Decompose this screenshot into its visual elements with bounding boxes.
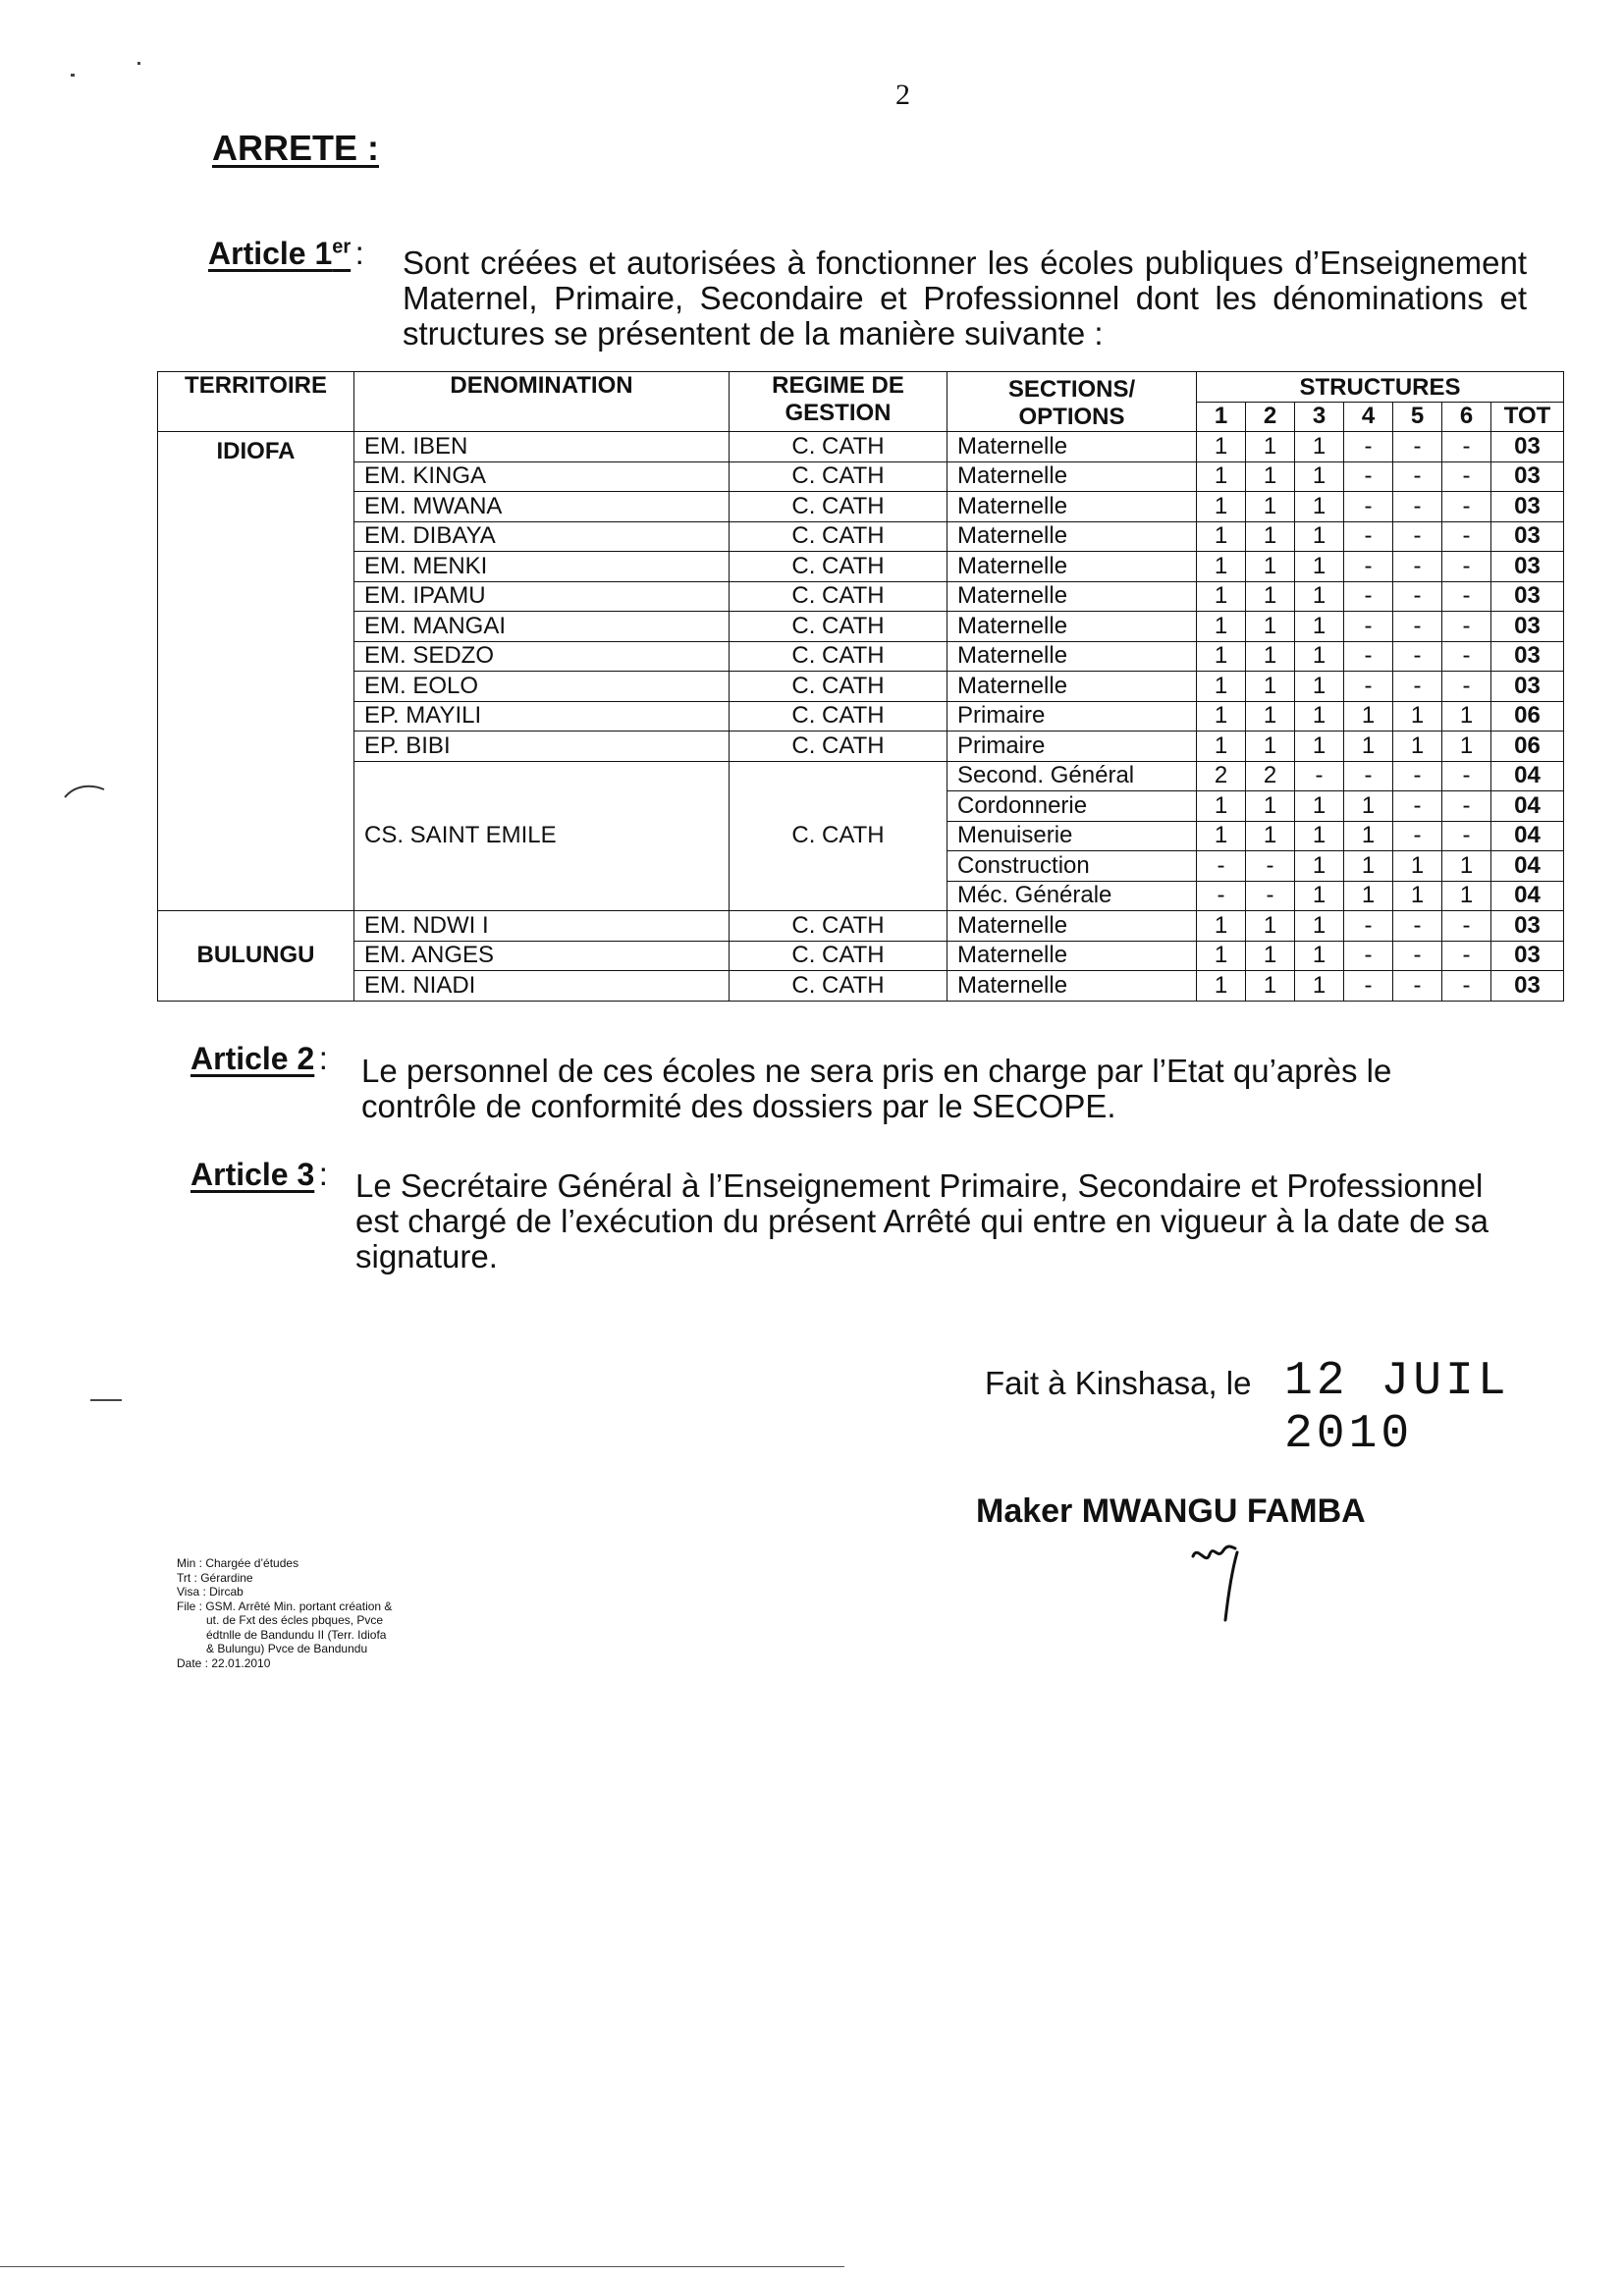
structure-cell: 1 — [1442, 851, 1491, 882]
structure-cell: 1 — [1295, 641, 1344, 672]
structure-cell: - — [1344, 461, 1393, 492]
structure-cell: 1 — [1295, 911, 1344, 942]
regime-cell: C. CATH — [730, 701, 947, 732]
school-name: EM. MWANA — [354, 492, 730, 522]
article-2-text: Le personnel de ces écoles ne sera pris en charge par l’Etat qu’après le contrôle de conformité des dossiers par le SECOPE. — [361, 1053, 1392, 1124]
structure-cell: - — [1442, 672, 1491, 702]
structure-cell: - — [1442, 821, 1491, 851]
table-row — [158, 492, 1564, 522]
header-regime: REGIME DE GESTION — [730, 372, 947, 432]
structure-cell: 1 — [1295, 701, 1344, 732]
article-2-label — [190, 1041, 328, 1077]
structure-cell: - — [1393, 941, 1442, 971]
school-name: EM. IPAMU — [354, 581, 730, 612]
header-col-tot: TOT — [1491, 402, 1564, 432]
structure-cell: 1 — [1393, 881, 1442, 911]
article-1-sep: : — [354, 235, 364, 271]
section-cell: Maternelle — [947, 672, 1197, 702]
school-name: EM. MENKI — [354, 552, 730, 582]
structure-cell: 1 — [1246, 492, 1295, 522]
school-name: EM. ANGES — [354, 941, 730, 971]
structure-cell: - — [1344, 612, 1393, 642]
structure-cell: 1 — [1197, 941, 1246, 971]
structure-cell: 1 — [1295, 881, 1344, 911]
margin-mark — [61, 776, 110, 805]
total-cell: 03 — [1491, 552, 1564, 582]
structure-cell: - — [1344, 492, 1393, 522]
structure-cell: 2 — [1197, 761, 1246, 791]
section-cell: Primaire — [947, 701, 1197, 732]
scan-speck — [137, 62, 140, 65]
school-name: EM. SEDZO — [354, 641, 730, 672]
structure-cell: 1 — [1197, 821, 1246, 851]
total-cell: 03 — [1491, 461, 1564, 492]
regime-cell: C. CATH — [730, 641, 947, 672]
structure-cell: - — [1393, 911, 1442, 942]
total-cell: 03 — [1491, 941, 1564, 971]
structure-cell: 1 — [1246, 612, 1295, 642]
structure-cell: - — [1344, 941, 1393, 971]
header-col-6: 6 — [1442, 402, 1491, 432]
structure-cell: - — [1442, 971, 1491, 1002]
table-row — [158, 941, 1564, 971]
regime-cell: C. CATH — [730, 432, 947, 462]
structure-cell: 1 — [1295, 461, 1344, 492]
territory-idiofa: IDIOFA — [158, 432, 354, 911]
structure-cell: 1 — [1246, 552, 1295, 582]
total-cell: 03 — [1491, 672, 1564, 702]
structure-cell: - — [1442, 552, 1491, 582]
structure-cell: 1 — [1295, 821, 1344, 851]
structure-cell: 1 — [1197, 432, 1246, 462]
regime-cell: C. CATH — [730, 492, 947, 522]
total-cell: 04 — [1491, 791, 1564, 822]
regime-cell: C. CATH — [730, 612, 947, 642]
structure-cell: - — [1393, 432, 1442, 462]
structure-cell: 1 — [1295, 971, 1344, 1002]
structure-cell: - — [1442, 432, 1491, 462]
structure-cell: 1 — [1295, 432, 1344, 462]
header-denomination: DENOMINATION — [354, 372, 730, 432]
total-cell: 06 — [1491, 701, 1564, 732]
structure-cell: 1 — [1295, 521, 1344, 552]
signatory-name: Maker MWANGU FAMBA — [976, 1492, 1366, 1530]
structure-cell: 1 — [1344, 821, 1393, 851]
structure-cell: 1 — [1442, 701, 1491, 732]
table-row — [158, 581, 1564, 612]
structure-cell: - — [1442, 791, 1491, 822]
structure-cell: 1 — [1344, 791, 1393, 822]
structure-cell: - — [1393, 971, 1442, 1002]
header-col-5: 5 — [1393, 402, 1442, 432]
structure-cell: 1 — [1197, 492, 1246, 522]
total-cell: 06 — [1491, 732, 1564, 762]
bottom-scan-rule — [0, 2266, 844, 2267]
structure-cell: 1 — [1197, 971, 1246, 1002]
structure-cell: 1 — [1197, 672, 1246, 702]
table-row — [158, 552, 1564, 582]
school-name: EM. NIADI — [354, 971, 730, 1002]
regime-cell: C. CATH — [730, 521, 947, 552]
structure-cell: - — [1442, 612, 1491, 642]
structure-cell: 1 — [1197, 791, 1246, 822]
structure-cell: 1 — [1295, 552, 1344, 582]
total-cell: 03 — [1491, 492, 1564, 522]
school-name: CS. SAINT EMILE — [354, 761, 730, 911]
article-3-label — [190, 1157, 328, 1193]
structure-cell: 1 — [1197, 581, 1246, 612]
section-cell: Maternelle — [947, 971, 1197, 1002]
structure-cell: - — [1295, 761, 1344, 791]
structure-cell: - — [1197, 881, 1246, 911]
reference-line: ut. de Fxt des écles pbques, Pvce — [177, 1613, 384, 1627]
article-1-text: Sont créées et autorisées à fonctionner les écoles publiques d’Enseignement Maternel, Primaire, Secondaire et Professionnel dont les dénominations et structures se présentent de la manière suivante : — [403, 244, 1527, 352]
structure-cell: 1 — [1295, 791, 1344, 822]
structure-cell: - — [1344, 641, 1393, 672]
structure-cell: 2 — [1246, 761, 1295, 791]
structure-cell: 1 — [1197, 732, 1246, 762]
section-cell: Cordonnerie — [947, 791, 1197, 822]
section-cell: Primaire — [947, 732, 1197, 762]
total-cell: 03 — [1491, 612, 1564, 642]
table-row — [158, 701, 1564, 732]
total-cell: 04 — [1491, 761, 1564, 791]
structure-cell: 1 — [1344, 881, 1393, 911]
scan-speck — [71, 74, 75, 77]
structure-cell: - — [1442, 941, 1491, 971]
structure-cell: - — [1246, 851, 1295, 882]
table-row — [158, 461, 1564, 492]
structure-cell: - — [1344, 432, 1393, 462]
header-structures: STRUCTURES — [1197, 372, 1564, 403]
reference-line: édtnlle de Bandundu II (Terr. Idiofa — [177, 1627, 387, 1642]
header-sections: SECTIONS/ OPTIONS — [947, 372, 1197, 432]
structure-cell: - — [1393, 492, 1442, 522]
table-row — [158, 761, 1564, 791]
section-cell: Menuiserie — [947, 821, 1197, 851]
reference-line: & Bulungu) Pvce de Bandundu — [177, 1642, 368, 1655]
school-name: EM. NDWI I — [354, 911, 730, 942]
structure-cell: 1 — [1246, 641, 1295, 672]
structure-cell: - — [1393, 791, 1442, 822]
section-cell: Second. Général — [947, 761, 1197, 791]
decree-heading: ARRETE : — [212, 128, 379, 168]
structure-cell: - — [1197, 851, 1246, 882]
total-cell: 03 — [1491, 971, 1564, 1002]
structure-cell: 1 — [1295, 581, 1344, 612]
structure-cell: - — [1442, 641, 1491, 672]
date-stamp: 12 JUIL 2010 — [1284, 1355, 1510, 1461]
school-name: EM. EOLO — [354, 672, 730, 702]
article-1-sup: er — [332, 236, 352, 258]
article-3-sep: : — [318, 1156, 328, 1192]
table-header-row — [158, 372, 1564, 403]
section-cell: Maternelle — [947, 521, 1197, 552]
table-row — [158, 672, 1564, 702]
structure-cell: - — [1442, 761, 1491, 791]
article-3-text: Le Secrétaire Général à l’Enseignement Primaire, Secondaire et Professionnel est chargé de l’exécution du présent Arrêté qui entre en vigueur à la date de sa signature. — [355, 1167, 1489, 1274]
regime-cell: C. CATH — [730, 971, 947, 1002]
structure-cell: - — [1442, 581, 1491, 612]
structure-cell: 1 — [1442, 881, 1491, 911]
table-row — [158, 432, 1564, 462]
reference-block — [177, 1556, 461, 1670]
structure-cell: 1 — [1197, 552, 1246, 582]
structure-cell: - — [1393, 761, 1442, 791]
section-cell: Maternelle — [947, 492, 1197, 522]
structure-cell: 1 — [1295, 732, 1344, 762]
structure-cell: - — [1442, 492, 1491, 522]
structure-cell: 1 — [1246, 941, 1295, 971]
structure-cell: 1 — [1197, 461, 1246, 492]
total-cell: 03 — [1491, 641, 1564, 672]
structure-cell: - — [1393, 641, 1442, 672]
section-cell: Maternelle — [947, 432, 1197, 462]
structure-cell: 1 — [1246, 911, 1295, 942]
regime-cell: C. CATH — [730, 581, 947, 612]
section-cell: Maternelle — [947, 581, 1197, 612]
table-row — [158, 521, 1564, 552]
structure-cell: 1 — [1246, 672, 1295, 702]
school-name: EM. DIBAYA — [354, 521, 730, 552]
structure-cell: - — [1344, 521, 1393, 552]
table-row — [158, 732, 1564, 762]
structure-cell: - — [1442, 461, 1491, 492]
header-col-1: 1 — [1197, 402, 1246, 432]
structure-cell: 1 — [1442, 732, 1491, 762]
structure-cell: - — [1246, 881, 1295, 911]
structure-cell: 1 — [1246, 432, 1295, 462]
regime-cell: C. CATH — [730, 941, 947, 971]
section-cell: Construction — [947, 851, 1197, 882]
header-col-4: 4 — [1344, 402, 1393, 432]
school-name: EP. MAYILI — [354, 701, 730, 732]
total-cell: 03 — [1491, 521, 1564, 552]
header-col-2: 2 — [1246, 402, 1295, 432]
article-3-title: Article 3 — [190, 1157, 315, 1192]
structure-cell: - — [1344, 581, 1393, 612]
structure-cell: 1 — [1197, 612, 1246, 642]
structure-cell: 1 — [1344, 701, 1393, 732]
article-1-title: Article 1 — [208, 236, 333, 271]
structure-cell: 1 — [1344, 732, 1393, 762]
structure-cell: 1 — [1295, 851, 1344, 882]
reference-line: Trt : Gérardine — [177, 1570, 253, 1585]
regime-cell: C. CATH — [730, 732, 947, 762]
structure-cell: 1 — [1295, 672, 1344, 702]
structure-cell: - — [1393, 461, 1442, 492]
total-cell: 03 — [1491, 432, 1564, 462]
structure-cell: - — [1344, 552, 1393, 582]
school-name: EM. KINGA — [354, 461, 730, 492]
table-row — [158, 971, 1564, 1002]
regime-cell: C. CATH — [730, 461, 947, 492]
header-territoire: TERRITOIRE — [158, 372, 354, 432]
table-row — [158, 641, 1564, 672]
structure-cell: 1 — [1197, 911, 1246, 942]
structure-cell: 1 — [1246, 821, 1295, 851]
table-body — [158, 432, 1564, 1002]
article-2-sep: : — [318, 1040, 328, 1076]
structure-cell: 1 — [1246, 521, 1295, 552]
structure-cell: 1 — [1393, 851, 1442, 882]
structure-cell: 1 — [1246, 461, 1295, 492]
structure-cell: - — [1393, 612, 1442, 642]
page-number: 2 — [895, 79, 910, 111]
total-cell: 04 — [1491, 851, 1564, 882]
schools-table — [157, 371, 1564, 1002]
structure-cell: 1 — [1393, 732, 1442, 762]
reference-line: Visa : Dircab — [177, 1585, 244, 1599]
total-cell: 04 — [1491, 881, 1564, 911]
section-cell: Maternelle — [947, 911, 1197, 942]
structure-cell: - — [1393, 672, 1442, 702]
total-cell: 03 — [1491, 581, 1564, 612]
structure-cell: 1 — [1295, 492, 1344, 522]
structure-cell: - — [1344, 911, 1393, 942]
school-name: EM. MANGAI — [354, 612, 730, 642]
regime-cell: C. CATH — [730, 552, 947, 582]
structure-cell: - — [1393, 552, 1442, 582]
structure-cell: - — [1344, 761, 1393, 791]
handwritten-signature — [1188, 1537, 1247, 1625]
section-cell: Maternelle — [947, 641, 1197, 672]
reference-line: File : GSM. Arrêté Min. portant création & — [177, 1599, 393, 1613]
table-row — [158, 612, 1564, 642]
article-2-title: Article 2 — [190, 1041, 315, 1076]
structure-cell: - — [1393, 581, 1442, 612]
header-col-3: 3 — [1295, 402, 1344, 432]
school-name: EM. IBEN — [354, 432, 730, 462]
structure-cell: 1 — [1246, 732, 1295, 762]
section-cell: Maternelle — [947, 552, 1197, 582]
structure-cell: - — [1344, 672, 1393, 702]
total-cell: 04 — [1491, 821, 1564, 851]
reference-line: Date : 22.01.2010 — [177, 1655, 271, 1670]
school-name: EP. BIBI — [354, 732, 730, 762]
table-row — [158, 911, 1564, 942]
total-cell: 03 — [1491, 911, 1564, 942]
place-date-label: Fait à Kinshasa, le — [985, 1365, 1252, 1401]
regime-cell: C. CATH — [730, 911, 947, 942]
structure-cell: 1 — [1197, 641, 1246, 672]
structure-cell: 1 — [1246, 971, 1295, 1002]
structure-cell: - — [1344, 971, 1393, 1002]
structure-cell: - — [1442, 911, 1491, 942]
structure-cell: 1 — [1246, 701, 1295, 732]
structure-cell: 1 — [1393, 701, 1442, 732]
structure-cell: - — [1442, 521, 1491, 552]
structure-cell: 1 — [1344, 851, 1393, 882]
structure-cell: 1 — [1295, 941, 1344, 971]
regime-cell: C. CATH — [730, 761, 947, 911]
regime-cell: C. CATH — [730, 672, 947, 702]
section-cell: Maternelle — [947, 612, 1197, 642]
section-cell: Maternelle — [947, 461, 1197, 492]
reference-line: Min : Chargée d’études — [177, 1556, 299, 1570]
structure-cell: 1 — [1246, 791, 1295, 822]
structure-cell: 1 — [1246, 581, 1295, 612]
structure-cell: - — [1393, 521, 1442, 552]
section-cell: Méc. Générale — [947, 881, 1197, 911]
structure-cell: - — [1393, 821, 1442, 851]
structure-cell: 1 — [1197, 521, 1246, 552]
territory-bulungu: BULUNGU — [158, 911, 354, 1002]
structure-cell: 1 — [1197, 701, 1246, 732]
margin-mark — [90, 1399, 122, 1401]
structure-cell: 1 — [1295, 612, 1344, 642]
section-cell: Maternelle — [947, 941, 1197, 971]
